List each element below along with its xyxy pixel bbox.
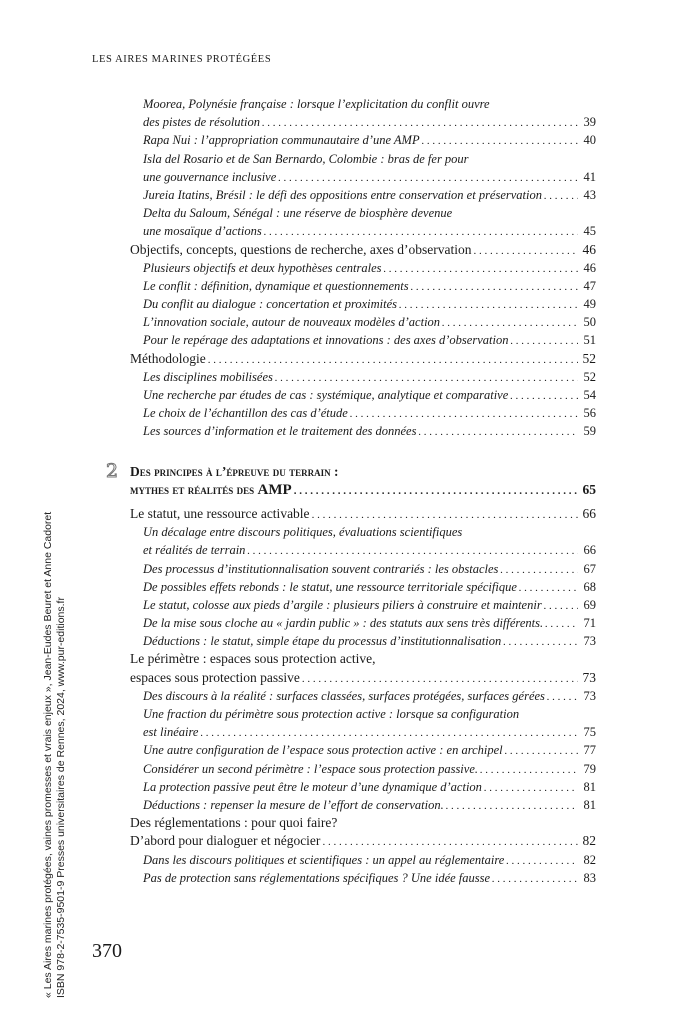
toc-entry: Isla del Rosario et de San Bernardo, Colombie : bras de fer pour (143, 151, 469, 166)
toc-page-number: 59 (583, 424, 596, 439)
toc-page-number: 46 (583, 260, 596, 275)
toc-section: Des réglementations : pour quoi faire? (130, 815, 338, 831)
toc-page-number: 39 (583, 115, 596, 130)
toc-page-number: 81 (583, 779, 596, 794)
toc-entry: une gouvernance inclusive . . . 41 (130, 168, 596, 186)
chapter-number: 2 (106, 459, 119, 482)
toc-page-number: 82 (583, 852, 596, 867)
toc-page-number: 66 (582, 505, 596, 521)
toc-page-number: 51 (583, 333, 596, 348)
toc-entry: Considérer un second périmètre : l’espace sous protection passive. . . . 79 (130, 760, 596, 778)
page-number: 370 (92, 940, 122, 962)
toc-page-number: 45 (583, 224, 596, 239)
toc-entry: Une fraction du périmètre sous protection active : lorsque sa configuration (143, 707, 520, 721)
toc-entry: Delta du Saloum, Sénégal : une réserve de biosphère devenue (143, 206, 453, 221)
toc-entry: Une autre configuration de l’espace sous protection active : en archipel . . . 77 (130, 741, 596, 759)
toc-page-number: 66 (583, 543, 596, 558)
toc-entry: une mosaïque d’actions . . . 45 (130, 222, 596, 240)
toc-page-number: 65 (582, 481, 596, 497)
toc-entry: Une recherche par études de cas : systémique, analytique et comparative . . . 54 (130, 386, 596, 404)
toc-entry: Dans les discours politiques et scientifiques : un appel au réglementaire . . . 82 (130, 851, 596, 869)
toc-entry: De la mise sous cloche au « jardin public » : des statuts aux sens très différents. . . . 71 (130, 614, 596, 632)
toc-entry: L’innovation sociale, autour de nouveaux modèles d’action . . . 50 (130, 313, 596, 331)
toc-page-number: 69 (583, 597, 596, 612)
toc-entry: Les sources d’information et le traitement des données . . . 59 (130, 422, 596, 440)
toc-entry: Des processus d’institutionnalisation souvent contrariés : les obstacles . . . 67 (130, 560, 596, 578)
toc-page-number: 77 (583, 743, 596, 758)
toc-page-number: 54 (583, 388, 596, 402)
toc-page-number: 73 (582, 669, 596, 685)
toc-entry: Plusieurs objectifs et deux hypothèses centrales . . . 46 (130, 259, 596, 277)
toc-page-number: 83 (583, 870, 596, 885)
chapter-heading: 2 Des principes à l’épreuve du terrain : mythes et réalités des AMP . . . 65 (130, 463, 596, 499)
toc-page-number: 40 (583, 133, 596, 148)
toc-entry: Du conflit au dialogue : concertation et proximités . . . 49 (130, 295, 596, 313)
running-head: LES AIRES MARINES PROTÉGÉES (92, 54, 272, 65)
toc-entry: Le choix de l’échantillon des cas d’étude . . . 56 (130, 404, 596, 422)
toc-page-number: 81 (583, 797, 596, 812)
toc-page-number: 73 (583, 688, 596, 703)
toc-page-number: 50 (583, 315, 596, 330)
toc-page-number: 67 (583, 561, 596, 576)
toc-entry: La protection passive peut être le moteur d’une dynamique d’action . . . 81 (130, 778, 596, 796)
toc-page-number: 41 (583, 169, 596, 184)
toc-page-number: 71 (583, 616, 596, 631)
toc-entry: Pour le repérage des adaptations et innovations : des axes d’observation . . . 51 (130, 331, 596, 349)
toc-page-number: 56 (583, 406, 596, 421)
toc-entry: Le statut, colosse aux pieds d’argile : plusieurs piliers à construire et maintenir . . . 69 (130, 596, 596, 614)
toc-page-number: 82 (582, 833, 596, 849)
toc-entry: Le conflit : définition, dynamique et questionnements . . . 47 (130, 277, 596, 295)
copyright-side-note (42, 512, 68, 998)
toc-section: espaces sous protection passive . . . 73 (130, 669, 596, 687)
toc-section: Le statut, une ressource activable . . . 66 (130, 505, 596, 523)
toc-page-number: 47 (583, 278, 596, 293)
toc-entry: Jureia Itatins, Brésil : le défi des oppositions entre conservation et préservation . . . 43 (130, 186, 596, 204)
table-of-contents (106, 95, 596, 887)
toc-entry: Moorea, Polynésie française : lorsque l’explicitation du conflit ouvre (143, 97, 490, 111)
toc-page-number: 43 (583, 187, 596, 202)
side-note-line: « Les Aires marines protégées, vaines promesses et vrais enjeux », Jean-Eudes Beuret et Anne Cadoret (42, 511, 54, 998)
toc-page-number: 79 (583, 761, 596, 776)
toc-entry: Les disciplines mobilisées . . . 52 (130, 368, 596, 386)
toc-entry: De possibles effets rebonds : le statut, une ressource territoriale spécifique . . . 68 (130, 578, 596, 596)
toc-page-number: 49 (583, 297, 596, 312)
toc-page-number: 68 (583, 579, 596, 594)
toc-section: Méthodologie . . . 52 (130, 350, 596, 368)
toc-page-number: 75 (583, 725, 596, 740)
toc-page-number: 52 (582, 350, 596, 366)
toc-entry: Des discours à la réalité : surfaces classées, surfaces protégées, surfaces gérées . . . 73 (130, 687, 596, 705)
toc-section: Le périmètre : espaces sous protection active, (130, 651, 376, 667)
toc-section: D’abord pour dialoguer et négocier . . . 82 (130, 832, 596, 850)
toc-entry: Pas de protection sans réglementations spécifiques ? Une idée fausse . . . 83 (130, 869, 596, 887)
toc-entry: des pistes de résolution . . . 39 (130, 113, 596, 131)
toc-section: Objectifs, concepts, questions de recherche, axes d’observation . . . 46 (130, 241, 596, 259)
toc-entry: est linéaire . . . 75 (130, 723, 596, 741)
toc-entry: Déductions : le statut, simple étape du processus d’institutionnalisation . . . 73 (130, 632, 596, 650)
toc-entry: Déductions : repenser la mesure de l’effort de conservation. . . . 81 (130, 796, 596, 814)
toc-entry: Rapa Nui : l’appropriation communautaire d’une AMP . . . 40 (130, 131, 596, 149)
toc-entry: Un décalage entre discours politiques, évaluations scientifiques (143, 525, 463, 540)
toc-page-number: 52 (583, 369, 596, 384)
toc-entry: et réalités de terrain . . . 66 (130, 541, 596, 559)
toc-page-number: 46 (582, 241, 596, 257)
toc-page-number: 73 (583, 634, 596, 649)
side-note-line: ISBN 978-2-7535-9501-9 Presses universitaires de Rennes, 2024, www.pur-editions.fr (55, 597, 67, 998)
